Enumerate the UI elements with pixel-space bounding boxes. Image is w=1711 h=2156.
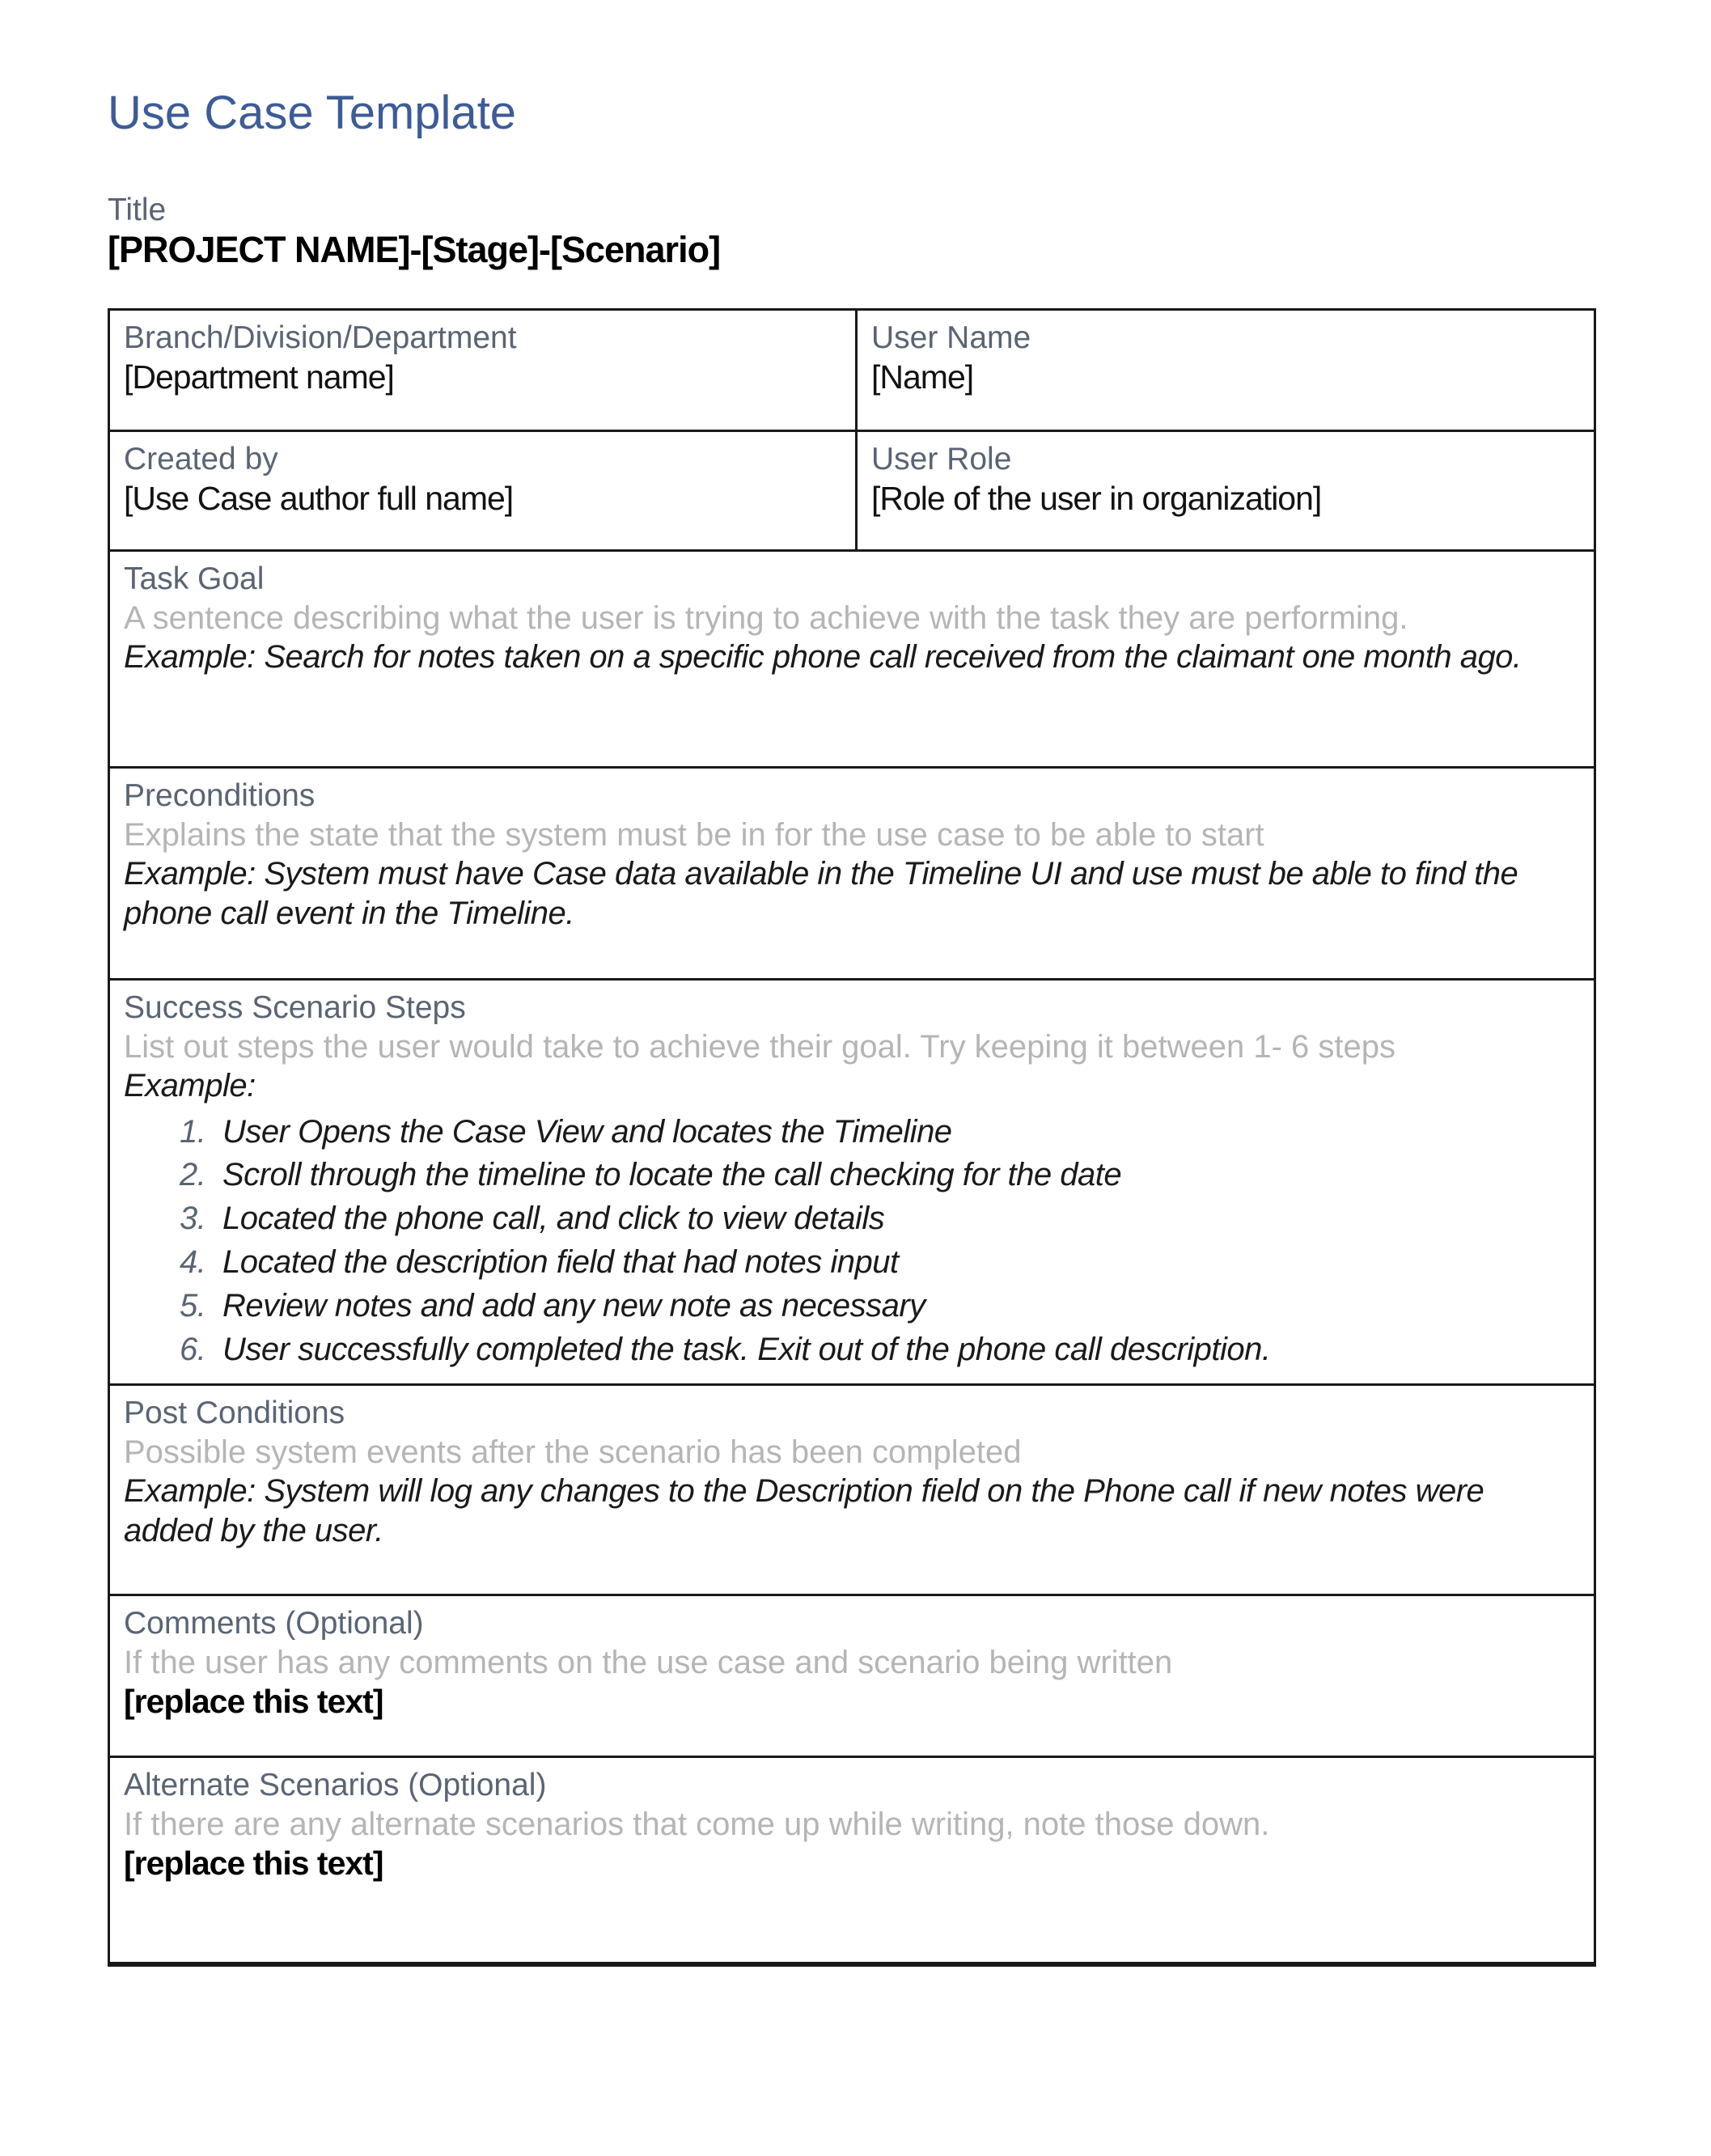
- table-row-createdby-userrole: [109, 431, 1595, 551]
- field-value: [Name]: [871, 358, 974, 396]
- section-description: If there are any alternate scenarios that come up while writing, note those down.: [124, 1806, 1270, 1842]
- field-value: [Department name]: [124, 358, 394, 396]
- document-page: [0, 85, 1711, 1967]
- section-description: A sentence describing what the user is trying to achieve with the task they are performing.: [124, 599, 1408, 636]
- cell-user-role: [857, 431, 1595, 551]
- table-row-comments: [109, 1595, 1595, 1757]
- field-label: Created by: [124, 442, 278, 477]
- step-item: 5. Review notes and add any new note as necessary: [214, 1286, 1578, 1326]
- cell-post-conditions: [109, 1385, 1595, 1595]
- section-example: Example: System will log any changes to the Description field on the Phone call if new notes were added by the user.: [124, 1472, 1484, 1548]
- section-example: Example: System must have Case data available in the Timeline UI and use must be able to find the phone call event in the Timeline.: [124, 855, 1518, 931]
- section-label: Success Scenario Steps: [124, 990, 466, 1026]
- step-item: 3. Located the phone call, and click to view details: [214, 1199, 1578, 1239]
- table-row-branch-username: [109, 310, 1595, 431]
- section-description: List out steps the user would take to achieve their goal. Try keeping it between 1- 6 steps: [124, 1028, 1396, 1065]
- table-row-preconditions: [109, 768, 1595, 980]
- section-label: Preconditions: [124, 778, 316, 814]
- replace-text-placeholder: [replace this text]: [124, 1844, 383, 1882]
- cell-user-name: [857, 310, 1595, 431]
- field-value: [Use Case author full name]: [124, 479, 514, 517]
- section-description: Explains the state that the system must be in for the use case to be able to start: [124, 816, 1264, 853]
- cell-created-by: [109, 431, 857, 551]
- step-item: 6. User successfully completed the task. Exit out of the phone call description.: [214, 1330, 1578, 1370]
- table-row-post-conditions: [109, 1385, 1595, 1595]
- table-row-task-goal: [109, 551, 1595, 768]
- section-example-label: Example:: [124, 1067, 256, 1103]
- field-label: User Name: [871, 320, 1031, 356]
- cell-success-scenario-steps: [109, 980, 1595, 1385]
- section-label: Post Conditions: [124, 1396, 345, 1431]
- section-label: Comments (Optional): [124, 1606, 424, 1641]
- cell-alternate-scenarios: [109, 1757, 1595, 1964]
- title-value: [PROJECT NAME]-[Stage]-[Scenario]: [108, 229, 721, 271]
- cell-task-goal: [109, 551, 1595, 768]
- field-label: Branch/Division/Department: [124, 320, 517, 356]
- page-title: Use Case Template: [108, 87, 517, 139]
- field-value: [Role of the user in organization]: [871, 479, 1322, 517]
- replace-text-placeholder: [replace this text]: [124, 1682, 383, 1720]
- cell-branch-division-department: [109, 310, 857, 431]
- steps-list: [124, 1112, 1578, 1370]
- section-label: Alternate Scenarios (Optional): [124, 1768, 547, 1803]
- section-example: Example: Search for notes taken on a specific phone call received from the claimant one month ago.: [124, 638, 1522, 675]
- step-item: 4. Located the description field that had notes input: [214, 1243, 1578, 1282]
- title-label: Title: [108, 192, 167, 227]
- section-description: If the user has any comments on the use case and scenario being written: [124, 1644, 1173, 1680]
- section-description: Possible system events after the scenario has been completed: [124, 1434, 1022, 1470]
- use-case-table: [108, 308, 1596, 1967]
- step-item: 1. User Opens the Case View and locates the Timeline: [214, 1112, 1578, 1152]
- field-label: User Role: [871, 442, 1012, 477]
- cell-preconditions: [109, 768, 1595, 980]
- table-row-success-scenario-steps: [109, 980, 1595, 1385]
- cell-comments: [109, 1595, 1595, 1757]
- section-label: Task Goal: [124, 561, 265, 597]
- table-row-alternate-scenarios: [109, 1757, 1595, 1964]
- step-item: 2. Scroll through the timeline to locate the call checking for the date: [214, 1155, 1578, 1195]
